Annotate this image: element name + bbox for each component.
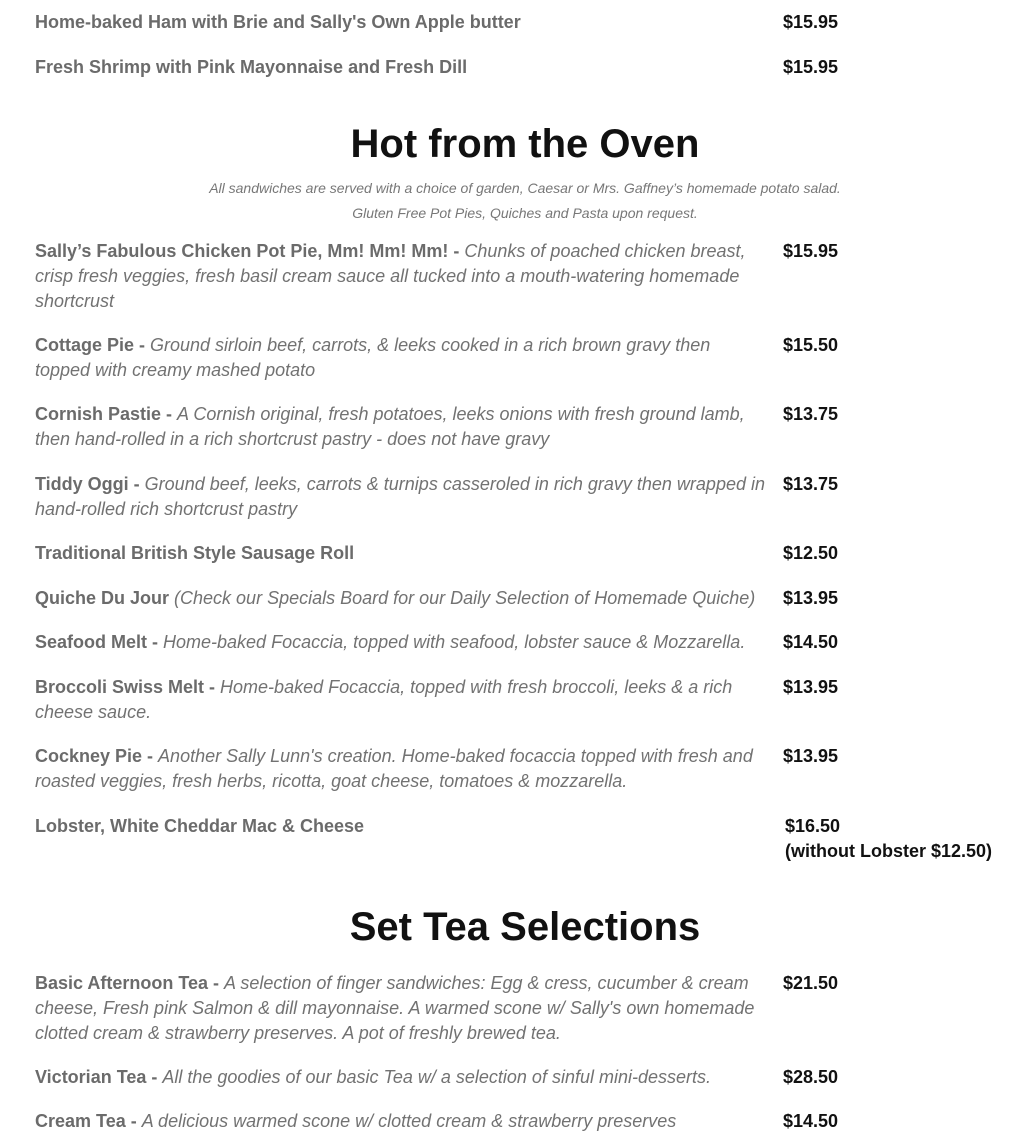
section-heading: Hot from the Oven bbox=[350, 122, 700, 166]
item-name: Sally’s Fabulous Chicken Pot Pie, Mm! Mm! Mm! - bbox=[35, 241, 465, 261]
item-description: A Cornish original, fresh potatoes, leeks onions with fresh ground lamb, then hand-rolled in a rich shortcrust pastry - does not have gravy bbox=[35, 404, 745, 449]
item-name: Cornish Pastie - bbox=[35, 404, 178, 424]
item-name: Victorian Tea - bbox=[35, 1067, 163, 1087]
item-price: $15.95 bbox=[783, 241, 839, 261]
item-name: Basic Afternoon Tea - bbox=[35, 973, 225, 993]
item-price: $14.50 bbox=[783, 1111, 839, 1131]
menu-item bbox=[35, 1065, 765, 1090]
item-name: Cream Tea - bbox=[35, 1111, 142, 1131]
item-name: Broccoli Swiss Melt - bbox=[35, 677, 221, 697]
item-name: Quiche Du Jour bbox=[35, 588, 175, 608]
item-description: Ground beef, leeks, carrots & turnips casseroled in rich gravy then wrapped in hand-rolled rich shortcrust pastry bbox=[35, 474, 765, 519]
item-name: Cockney Pie - bbox=[35, 746, 159, 766]
item-price-note: (without Lobster $12.50) bbox=[785, 841, 993, 861]
item-description: Another Sally Lunn's creation. Home-baked focaccia topped with fresh and roasted veggies, fresh herbs, ricotta, goat cheese, tomatoes & mozzarella. bbox=[35, 746, 753, 791]
menu-item bbox=[35, 744, 765, 794]
menu-item bbox=[35, 971, 765, 1046]
item-price: $15.50 bbox=[783, 335, 839, 355]
item-name: Cottage Pie - bbox=[35, 335, 151, 355]
item-price: $13.95 bbox=[783, 588, 839, 608]
item-price: $13.75 bbox=[783, 474, 839, 494]
menu-item bbox=[35, 541, 765, 566]
menu-item bbox=[35, 1109, 765, 1134]
item-name: Traditional British Style Sausage Roll bbox=[35, 543, 355, 563]
item-price: $28.50 bbox=[783, 1067, 839, 1087]
menu-item bbox=[35, 239, 765, 314]
menu-item bbox=[35, 333, 765, 383]
item-name: Fresh Shrimp with Pink Mayonnaise and Fresh Dill bbox=[35, 57, 468, 77]
item-price: $12.50 bbox=[783, 543, 839, 563]
menu-item bbox=[35, 630, 765, 655]
item-name: Home-baked Ham with Brie and Sally's Own Apple butter bbox=[35, 12, 521, 32]
menu-item bbox=[35, 814, 765, 839]
item-name: Tiddy Oggi - bbox=[35, 474, 145, 494]
item-name: Seafood Melt - bbox=[35, 632, 164, 652]
item-description: All the goodies of our basic Tea w/ a selection of sinful mini-desserts. bbox=[162, 1067, 711, 1087]
item-name: Lobster, White Cheddar Mac & Cheese bbox=[35, 816, 365, 836]
menu-item bbox=[35, 586, 765, 611]
item-price: $16.50 bbox=[785, 816, 841, 836]
item-description: Chunks of poached chicken breast, crisp fresh veggies, fresh basil cream sauce all tucked into a mouth-watering homemade shortcrust bbox=[35, 241, 746, 311]
item-description: Home-baked Focaccia, topped with seafood, lobster sauce & Mozzarella. bbox=[163, 632, 746, 652]
item-description: A delicious warmed scone w/ clotted cream & strawberry preserves bbox=[141, 1111, 677, 1131]
item-price: $13.95 bbox=[783, 746, 839, 766]
section-heading: Set Tea Selections bbox=[349, 905, 701, 949]
item-description: Home-baked Focaccia, topped with fresh broccoli, leeks & a rich cheese sauce. bbox=[35, 677, 733, 722]
item-description: Ground sirloin beef, carrots, & leeks cooked in a rich brown gravy then topped with creamy mashed potato bbox=[35, 335, 711, 380]
menu-item bbox=[35, 472, 765, 522]
section-note: Gluten Free Pot Pies, Quiches and Pasta upon request. bbox=[352, 205, 698, 221]
item-price: $14.50 bbox=[783, 632, 839, 652]
item-price: $15.95 bbox=[783, 12, 839, 32]
item-price: $15.95 bbox=[783, 57, 839, 77]
section-note: All sandwiches are served with a choice of garden, Caesar or Mrs. Gaffney’s homemade potato salad. bbox=[209, 180, 841, 196]
item-price: $13.75 bbox=[783, 404, 839, 424]
menu-item bbox=[35, 55, 765, 80]
item-description: (Check our Specials Board for our Daily Selection of Homemade Quiche) bbox=[174, 588, 756, 608]
menu-item bbox=[35, 402, 765, 452]
menu-item bbox=[35, 675, 765, 725]
menu-item bbox=[35, 10, 765, 35]
item-price: $13.95 bbox=[783, 677, 839, 697]
item-description: A selection of finger sandwiches: Egg & cress, cucumber & cream cheese, Fresh pink Salmon & dill mayonnaise. A warmed scone w/ Sally's own homemade clotted cream & strawberry preserves. A pot of freshly brewed tea. bbox=[35, 973, 755, 1043]
item-price: $21.50 bbox=[783, 973, 839, 993]
